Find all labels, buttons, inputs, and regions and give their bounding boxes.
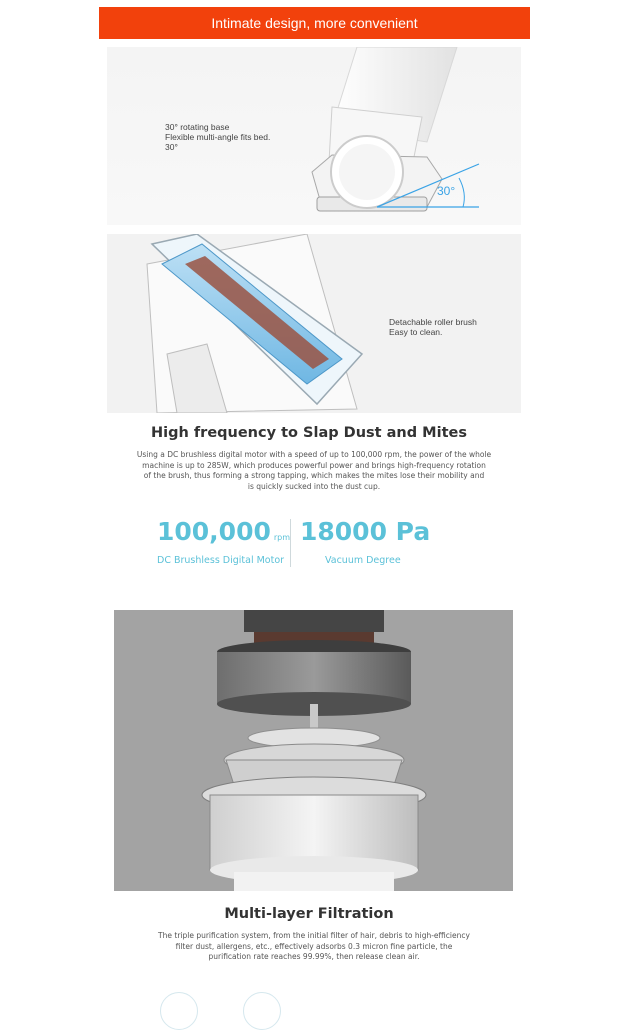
section-heading: High frequency to Slap Dust and Mites: [151, 425, 467, 441]
roller-brush-caption: [389, 317, 477, 337]
paragraph-line: filter dust, allergens, etc., effectively adsorbs 0.3 micron fine particle, the: [175, 941, 453, 951]
stat-unit: rpm: [273, 533, 291, 542]
stat-value: 18000 Pa: [300, 517, 431, 546]
caption-line: 30° rotating base: [165, 122, 230, 132]
paragraph-line: Using a DC brushless digital motor with a speed of up to 100,000 rpm, the power of the whole: [136, 450, 492, 459]
angle-label: 30°: [437, 184, 456, 198]
motor-filter-illustration: [114, 610, 513, 891]
paragraph-line: The triple purification system, from the initial filter of hair, debris to high-efficiency: [158, 931, 470, 940]
stat-label: Vacuum Degree: [325, 555, 401, 566]
stat-divider: [290, 519, 291, 567]
feature-circle: [243, 992, 281, 1030]
banner-text: Intimate design, more convenient: [211, 15, 418, 31]
roller-brush-image: [107, 234, 521, 413]
banner: [99, 7, 530, 39]
caption-line: Flexible multi-angle fits bed.: [165, 132, 271, 142]
paragraph-line: of the brush, thus forming a strong tapping, which makes the mites lose their mobility and: [143, 471, 485, 480]
section-paragraph: [120, 450, 508, 492]
stat-motor: [157, 517, 290, 546]
stat-label: DC Brushless Digital Motor: [157, 555, 285, 566]
section-paragraph: [120, 931, 508, 963]
paragraph-line: purification rate reaches 99.99%, then release clean air.: [208, 952, 420, 961]
stat-vacuum: [300, 517, 430, 546]
caption-line: Detachable roller brush: [389, 317, 477, 327]
rotating-base-image: [107, 47, 521, 225]
paragraph-line: machine is up to 285W, which produces powerful power and brings high-frequency rotation: [142, 460, 486, 470]
paragraph-line: is quickly sucked into the dust cup.: [247, 481, 381, 491]
stat-value: 100,000: [157, 517, 271, 546]
filter-image: [114, 610, 513, 891]
caption-line: 30°: [165, 142, 178, 152]
section-heading: Multi-layer Filtration: [224, 906, 394, 922]
rotating-base-caption: [165, 122, 270, 152]
feature-circle: [160, 992, 198, 1030]
caption-line: Easy to clean.: [389, 327, 443, 337]
